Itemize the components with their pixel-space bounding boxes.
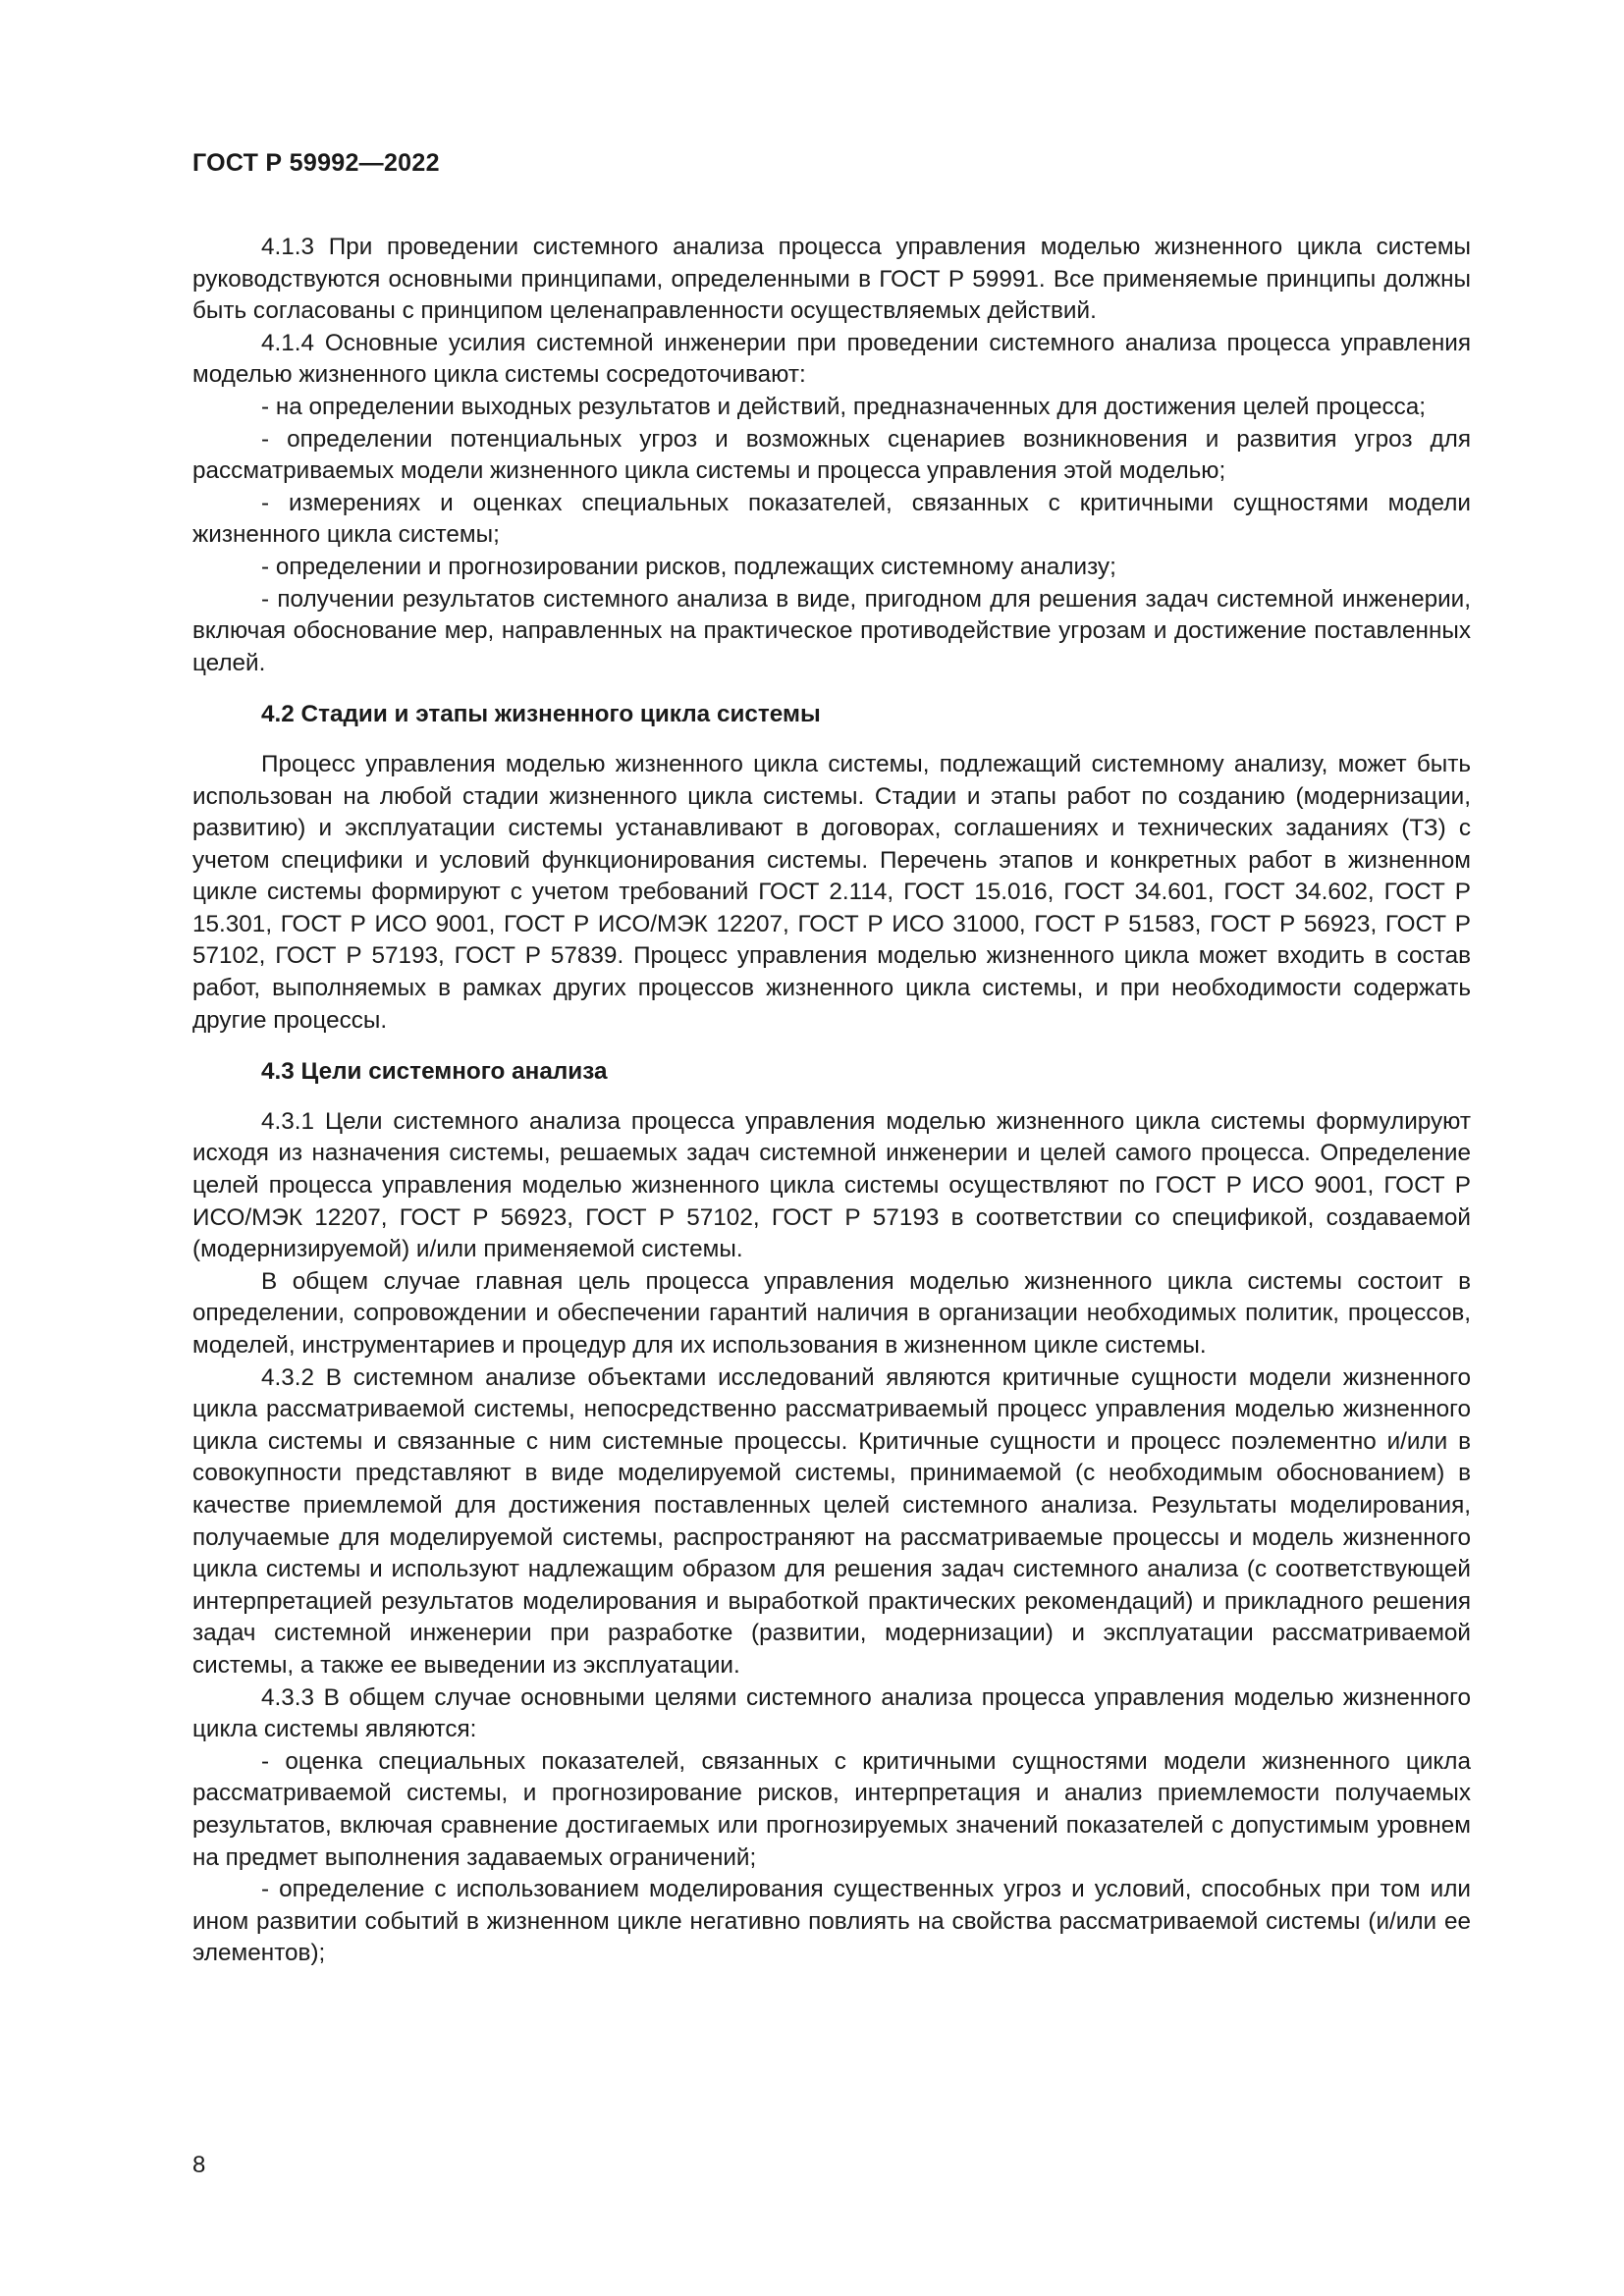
list-item: - измерениях и оценках специальных показателей, связанных с критичными сущностями модели жизненного цикла системы; — [192, 489, 1471, 549]
paragraph-4-3-1: 4.3.1 Цели системного анализа процесса управления моделью жизненного цикла системы формулируют исходя из назначения системы, решаемых задач системной инженерии и целей самого процесса. Определение целей процесса управления моделью жизненного цикла системы осуществляют по ГОСТ Р ИСО 9001, ГОСТ Р ИСО/МЭК 12207, ГОСТ Р 56923, ГОСТ Р 57102, ГОСТ Р 57193 в соответствии со спецификой, создаваемой (модернизируемой) и/или применяемой системы. — [192, 1107, 1471, 1263]
list-item: - получении результатов системного анализа в виде, пригодном для решения задач системной инженерии, включая обоснование мер, направленных на практическое противодействие угрозам и достижение поставленных целей. — [192, 585, 1471, 676]
section-heading-4-3: 4.3 Цели системного анализа — [261, 1058, 608, 1086]
list-item: - на определении выходных результатов и действий, предназначенных для достижения целей процесса; — [261, 393, 1427, 420]
list-item: - оценка специальных показателей, связанных с критичными сущностями модели жизненного цикла рассматриваемой системы, и прогнозирование рисков, интерпретация и анализ приемлемости получаемых результатов, включая сравнение достигаемых или прогнозируемых значений показателей с допустимым уровнем на предмет выполнения задаваемых ограничений; — [192, 1747, 1471, 1871]
document-body — [192, 232, 1471, 1970]
section-heading-4-2: 4.2 Стадии и этапы жизненного цикла системы — [261, 701, 821, 728]
paragraph-general-goal: В общем случае главная цель процесса управления моделью жизненного цикла системы состоит в определении, сопровождении и обеспечении гарантий наличия в организации необходимых политик, процессов, моделей, инструментариев и процедур для их использования в жизненном цикле системы. — [192, 1267, 1471, 1359]
paragraph-4-3-3: 4.3.3 В общем случае основными целями системного анализа процесса управления моделью жизненного цикла системы являются: — [192, 1683, 1471, 1743]
list-item: - определении и прогнозировании рисков, подлежащих системному анализу; — [261, 553, 1116, 580]
page-number: 8 — [192, 2152, 206, 2178]
document-page — [192, 0, 1471, 2296]
list-item: - определении потенциальных угроз и возможных сценариев возникновения и развития угроз для рассматриваемых модели жизненного цикла системы и процесса управления этой моделью; — [192, 425, 1471, 485]
document-code-header: ГОСТ Р 59992—2022 — [192, 149, 440, 177]
list-item: - определение с использованием моделирования существенных угроз и условий, способных при том или ином развитии событий в жизненном цикле негативно повлиять на свойства рассматриваемой системы (и/или ее элементов); — [192, 1876, 1471, 1967]
paragraph-4-2: Процесс управления моделью жизненного цикла системы, подлежащий системному анализу, может быть использован на любой стадии жизненного цикла системы. Стадии и этапы работ по созданию (модернизации, развитию) и эксплуатации системы устанавливают в договорах, соглашениях и технических заданиях (ТЗ) с учетом специфики и условий функционирования системы. Перечень этапов и конкретных работ в жизненном цикле системы формируют с учетом требований ГОСТ 2.114, ГОСТ 15.016, ГОСТ 34.601, ГОСТ 34.602, ГОСТ Р 15.301, ГОСТ Р ИСО 9001, ГОСТ Р ИСО/МЭК 12207, ГОСТ Р ИСО 31000, ГОСТ Р 51583, ГОСТ Р 56923, ГОСТ Р 57102, ГОСТ Р 57193, ГОСТ Р 57839. Процесс управления моделью жизненного цикла может входить в состав работ, выполняемых в рамках других процессов жизненного цикла системы, и при необходимости содержать другие процессы. — [192, 750, 1471, 1034]
paragraph-4-3-2: 4.3.2 В системном анализе объектами исследований являются критичные сущности модели жизненного цикла рассматриваемой системы, непосредственно рассматриваемый процесс управления моделью жизненного цикла системы и связанные с ним системные процессы. Критичные сущности и процесс поэлементно и/или в совокупности представляют в виде моделируемой системы, принимаемой (с необходимым обоснованием) в качестве приемлемой для достижения поставленных целей системного анализа. Результаты моделирования, получаемые для моделируемой системы, распространяют на рассматриваемые процессы и модель жизненного цикла системы и используют надлежащим образом для решения задач системного анализа (с соответствующей интерпретацией результатов моделирования и выработкой практических рекомендаций) и прикладного решения задач системной инженерии при разработке (развитии, модернизации) и эксплуатации рассматриваемой системы, а также ее выведении из эксплуатации. — [192, 1363, 1471, 1679]
paragraph-4-1-4: 4.1.4 Основные усилия системной инженерии при проведении системного анализа процесса управления моделью жизненного цикла системы сосредоточивают: — [192, 329, 1471, 389]
paragraph-4-1-3: 4.1.3 При проведении системного анализа процесса управления моделью жизненного цикла системы руководствуются основными принципами, определенными в ГОСТ Р 59991. Все применяемые принципы должны быть согласованы с принципом целенаправленности осуществляемых действий. — [192, 234, 1471, 325]
